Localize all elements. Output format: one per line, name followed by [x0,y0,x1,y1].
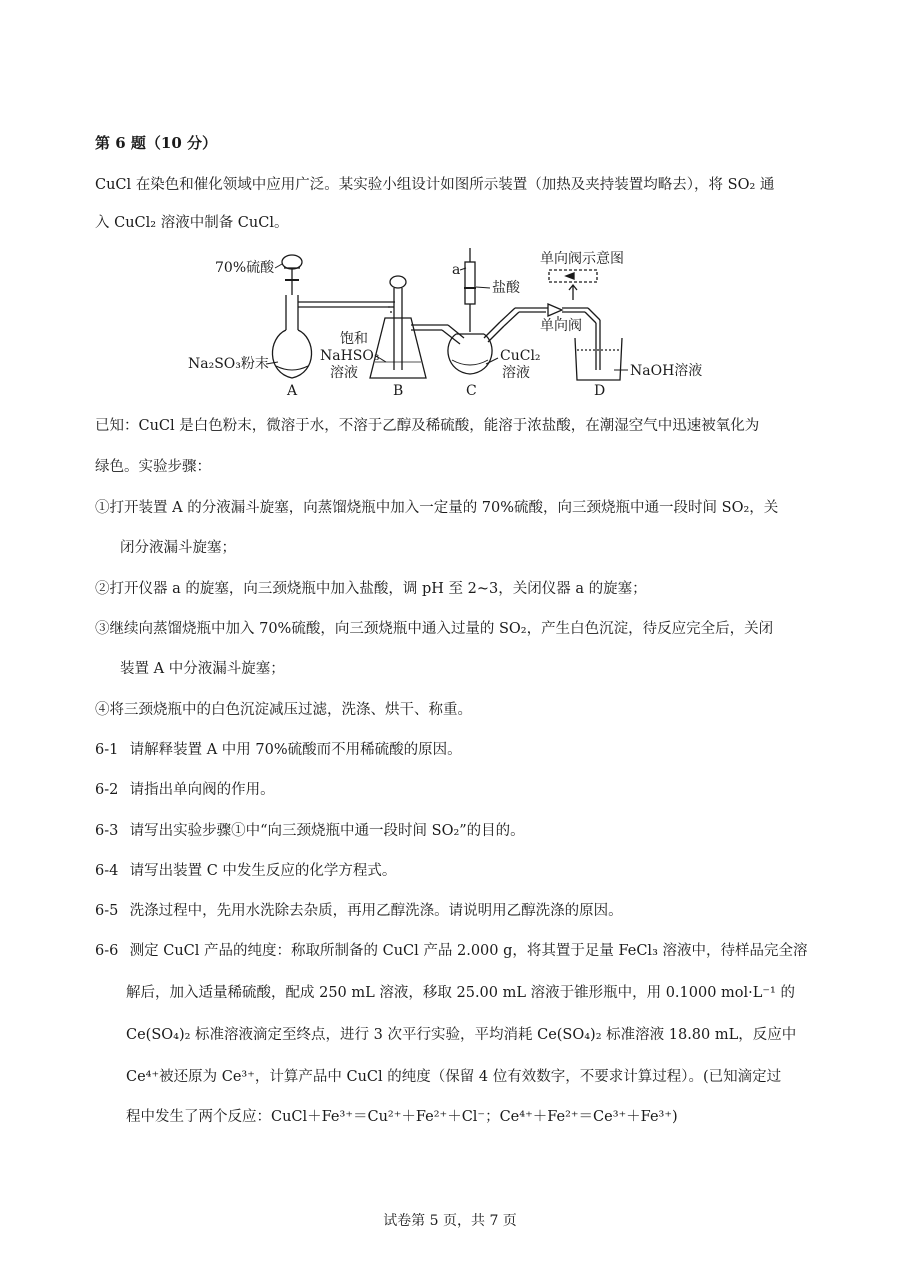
apparatus-figure [180,240,720,400]
label-b-solution: 溶液 [330,365,358,381]
subquestion-number: 6-6 [95,943,119,959]
apparatus-b [370,276,464,378]
label-nahso3: NaHSO₃ [320,348,380,364]
subquestion-number: 6-2 [95,782,119,798]
known-line-2: 绿色。实验步骤： [95,459,211,475]
q66-line-3: Ce(SO₄)₂ 标准溶液滴定至终点，进行 3 次平行实验，平均消耗 Ce(SO₄)₂ 标准溶液 18.80 mL，反应中 [126,1027,797,1043]
subquestion-number: 6-5 [95,903,119,919]
q66-line-5: 程中发生了两个反应：CuCl＋Fe³⁺＝Cu²⁺＋Fe²⁺＋Cl⁻；Ce⁴⁺＋Fe²⁺＝Ce³⁺＋Fe³⁺) [126,1109,678,1125]
q66-line-2: 解后，加入适量稀硫酸，配成 250 mL 溶液，移取 25.00 mL 溶液于锥形瓶中，用 0.1000 mol·L⁻¹ 的 [126,985,795,1001]
label-hcl: 盐酸 [492,280,520,296]
step-3-line-1: ③继续向蒸馏烧瓶中加入 70%硫酸，向三颈烧瓶中通入过量的 SO₂，产生白色沉淀，待反应完全后，关闭 [95,621,774,637]
label-naoh: NaOH溶液 [630,363,703,379]
label-valve: 单向阀 [540,318,582,334]
subquestion-6-4 [95,860,396,882]
intro-line-2: 入 CuCl₂ 溶液中制备 CuCl。 [95,215,289,231]
label-saturated: 饱和 [340,331,368,347]
subquestion-number: 6-3 [95,823,119,839]
label-valve-diagram: 单向阀示意图 [540,251,624,267]
label-70-acid: 70%硫酸 [215,260,275,276]
known-line-1: 已知：CuCl 是白色粉末，微溶于水，不溶于乙醇及稀硫酸，能溶于浓盐酸，在潮湿空气中迅速被氧化为 [95,418,760,434]
page-footer: 试卷第 5 页，共 7 页 [383,1213,517,1229]
subquestion-text: 请写出装置 C 中发生反应的化学方程式。 [129,863,397,879]
subquestion-number: 6-1 [95,742,119,758]
intro-line-1: CuCl 在染色和催化领域中应用广泛。某实验小组设计如图所示装置（加热及夹持装置均略去），将 SO₂ 通 [95,177,775,193]
step-1-line-2: 闭分液漏斗旋塞； [120,540,236,556]
step-2: ②打开仪器 a 的旋塞，向三颈烧瓶中加入盐酸，调 pH 至 2~3，关闭仪器 a 的旋塞； [95,581,647,597]
q66-line-4: Ce⁴⁺被还原为 Ce³⁺，计算产品中 CuCl 的纯度（保留 4 位有效数字，不要求计算过程）。(已知滴定过 [126,1069,782,1085]
apparatus-d [575,338,622,380]
label-A: A [287,383,298,399]
step-3-line-2: 装置 A 中分液漏斗旋塞； [120,661,285,677]
subquestion-6-5 [95,900,623,922]
subquestion-text: 请写出实验步骤①中“向三颈烧瓶中通一段时间 SO₂”的目的。 [129,823,525,839]
label-c-solution: 溶液 [502,365,530,381]
label-na2so3: Na₂SO₃粉末 [188,356,269,372]
label-B: B [393,383,404,399]
question-title: 第 6 题（10 分） [95,134,217,152]
step-4: ④将三颈烧瓶中的白色沉淀减压过滤，洗涤、烘干、称重。 [95,702,472,718]
label-tap-a: a [452,262,461,278]
subquestion-text: 请解释装置 A 中用 70%硫酸而不用稀硫酸的原因。 [129,742,462,758]
label-C: C [466,383,477,399]
label-D: D [594,383,606,399]
subquestion-6-3 [95,820,525,842]
subquestion-text: 测定 CuCl 产品的纯度：称取所制备的 CuCl 产品 2.000 g，将其置于足量 FeCl₃ 溶液中，待样品完全溶 [129,943,808,959]
step-1-line-1: ①打开装置 A 的分液漏斗旋塞，向蒸馏烧瓶中加入一定量的 70%硫酸，向三颈烧瓶中通一段时间 SO₂，关 [95,500,779,516]
subquestion-6-1 [95,739,462,761]
subquestion-6-2 [95,779,275,801]
subquestion-6-6 [95,940,808,962]
subquestion-text: 请指出单向阀的作用。 [129,782,275,798]
subquestion-number: 6-4 [95,863,119,879]
label-cucl2: CuCl₂ [500,348,541,364]
subquestion-text: 洗涤过程中，先用水洗除去杂质，再用乙醇洗涤。请说明用乙醇洗涤的原因。 [129,903,623,919]
